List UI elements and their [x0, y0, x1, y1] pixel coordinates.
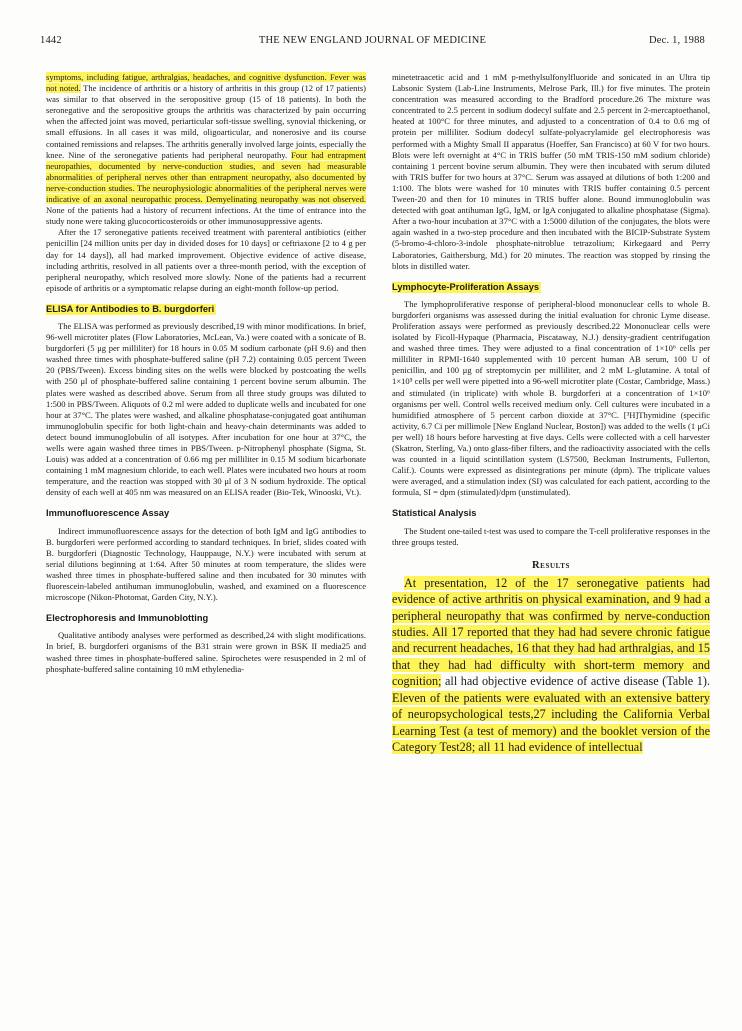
paragraph: [46, 72, 366, 227]
highlighted-text: Four had entrapment neuropathies, documented by nerve-conduction studies, and seven had measurable abnormalities of peripheral nerves other than entrapment neuropathy, also documented by nerve-conduction studies. The neurophysiologic abnormalities of the peripheral nerves were indicative of an axonal neuropathic process. Demyelinating neuropathy was not observed.: [46, 149, 366, 205]
section-heading-immunofluorescence: Immunofluorescence Assay: [46, 508, 170, 519]
issue-date: Dec. 1, 1988: [648, 35, 705, 46]
body-text: None of the patients had a history of recurrent infections. At the time of entrance into the study none were taking glucocorticosteroids or other immunosuppressive agents.: [46, 205, 366, 227]
paragraph: The Student one-tailed t-test was used to compare the T-cell proliferative responses in the three groups tested.: [392, 525, 710, 547]
paragraph: After the 17 seronegative patients received treatment with parenteral antibiotics (either penicillin [24 million units per day in divided doses for 10 days] or ceftriaxone [2 to 4 g per day for 14 days]), all had marked improvement. Objective evidence of active disease, including arthritis, resolved in all patients over a three-month period, with the exception of peripheral neuropathy, which resolved more slowly. None of the patients had a recurrent episode of arthritis or a symptomatic relapse during an eight-month follow-up period.: [46, 227, 366, 293]
page-number: 1442: [40, 35, 62, 46]
journal-title: THE NEW ENGLAND JOURNAL OF MEDICINE: [258, 35, 487, 46]
right-column: [392, 72, 710, 755]
paragraph: [392, 575, 710, 755]
highlighted-text: At presentation, 12 of the 17 seronegative patients had evidence of active arthritis on physical examination, and 9 had a peripheral neuropathy that was confirmed by nerve-conduction studies. All 17 reported that they had had severe chronic fatigue and recurrent headaches, 16 that they had had arthralgias, and 15 that they had had difficulty with short-term memory and cognition;: [392, 575, 710, 689]
paragraph: Qualitative antibody analyses were performed as described,24 with slight modifications. In brief, B. burgdorferi organisms of the B31 strain were grown in BSK II media25 and washed three times in phosphate-buffered saline. Spirochetes were resuspended in 2 ml of phosphate-buffered saline containing 10 mM ethylenedia-: [46, 630, 366, 674]
results-section: [392, 575, 710, 755]
body-text: all had objective evidence of active disease (Table 1).: [441, 674, 710, 689]
paragraph: The lymphoproliferative response of peripheral-blood mononuclear cells to whole B. burgdorferi organisms was assessed during the initial evaluation for chronic Lyme disease. Proliferation assays were performed as previously described.22 Mononuclear cells were isolated by Ficoll-Hypaque (Pharmacia, Piscataway, N.J.) density-gradient centrifugation and washed three times. They were adjusted to a final concentration of 1×10⁶ cells per milliliter in RPMI-1640 supplemented with 10 percent human AB serum, 100 U of penicillin, and 100 μg of streptomycin per milliliter, and 2 mM L-glutamine. A total of 1×10⁵ cells per well were pipetted into a 96-well microtiter plate (Costar, Cambridge, Mass.) and stimulated (in triplicate) with whole B. burgdorferi at a concentration of 1×10⁶ organisms per well. Control wells received medium only. Cell cultures were incubated in a humidified atmosphere of 5 percent carbon dioxide at 37°C. [³H]Thymidine (specific activity, 6.7 Ci per millimole [New England Nuclear, Boston]) was added to the wells (1 μCi per well) 18 hours before harvesting at five days. Cells were collected with a cell harvester (Skatron, Sterling, Va.) onto glass-fiber filters, and the radioactivity associated with the cells was counted in a liquid scintillation system (LS7500, Beckman Instruments, Fullerton, Calif.). Counts were expressed as disintegrations per minute (dpm). The triplicate values were averaged, and a stimulation index (SI) was calculated for each patient, according to the formula, SI = dpm (stimulated)/dpm (unstimulated).: [392, 298, 710, 498]
paragraph: The ELISA was performed as previously described,19 with minor modifications. In brief, 96-well microtiter plates (Flow Laboratories, McLean, Va.) were coated with a sonicate of B. burgdorferi (5 μg per milliliter) for 18 hours in 0.05 M sodium carbonate (pH 9.6) and then washed three times with phosphate-buffered saline (pH 7.2) containing 0.05 percent Tween 20 (PBS/Tween). Excess binding sites on the wells were blocked by postcoating the wells with 250 μl of phosphate-buffered saline containing 1 percent bovine serum albumin. The plates were washed as described above. Serum from all three study groups was diluted to 1:500 in PBS/Tween. Aliquots of 0.2 ml were added to duplicate wells and incubated for one hour at 37°C. The plates were washed, and alkaline phosphatase-conjugated goat antihuman immunoglobulin specific for both light-chain and heavy-chain determinants was added to detect bound immunoglobulin of all isotypes. After incubation for one hour at 37°C, the wells were again washed three times in PBS/Tween. p-Nitrophenyl phosphate (Sigma, St. Louis) was added at a concentration of 0.66 mg per milliliter in 0.15 M sodium bicarbonate containing 1 mM magnesium chloride, to each well. Plates were incubated two hours at room temperature, and the reaction was stopped with 30 μl of 3 N sodium hydroxide. The optical density of each well at 405 nm was measured on an ELISA reader (Bio-Tek, Winooski, Vt.).: [46, 320, 366, 498]
page-header: [40, 35, 705, 51]
section-heading-statistical: Statistical Analysis: [392, 508, 477, 519]
results-heading: Results: [532, 559, 570, 571]
highlighted-text: symptoms, including fatigue, arthralgias, headaches, and cognitive dysfunction. Fever was not noted.: [46, 72, 366, 94]
section-heading-lymphocyte: Lymphocyte-Proliferation Assays: [392, 281, 540, 292]
highlighted-text: Eleven of the patients were evaluated with an extensive battery of neuropsychological tests,27 including the California Verbal Learning Test (a test of memory) and the booklet version of the Category Test28; all 11 had evidence of intellectual: [392, 690, 710, 754]
body-text: The incidence of arthritis or a history of arthritis in this group (12 of 17 patients) was similar to that observed in the seropositive group (15 of 18 patients). In both the seronegative and the seropositive groups the arthritis was characterized by pain occurring when the affected joint was moved, periarticular soft-tissue swelling, synovial thickening, or small effusions. In all cases it was mild, oligoarticular, and nonerosive and its course contained remissions and relapses. The arthritis generally involved large joints, especially the knee. Nine of the seronegative patients had peripheral neuropathy.: [46, 83, 366, 160]
section-heading-elisa: ELISA for Antibodies to B. burgdorferi: [46, 303, 215, 314]
paragraph: Indirect immunofluorescence assays for the detection of both IgM and IgG antibodies to B. burgdorferi were performed according to standard techniques. In brief, slides coated with B. burgdorferi (Diagnostic Technology, Hauppauge, N.Y.) were incubated with serum at serial dilutions beginning at 1:64. After 50 minutes at room temperature, the slides were washed three times in phosphate-buffered saline and then incubated for 30 minutes with fluorescein-labeled antihuman immunoglobulin, washed, and examined on a fluorescence microscope (Nikon-Photomat, Garden City, N.Y.).: [46, 525, 366, 603]
paragraph: minetetraacetic acid and 1 mM p-methylsulfonylfluoride and sonicated in an Ultra tip Labsonic System (Lab-Line Instruments, Melrose Park, Ill.) for five minutes. The protein concentration was measured according to the Bradford procedure.26 The mixture was concentrated to 2.5 percent in sodium dodecyl sulfate and 2.5 percent in 2-mercaptoethanol, heated at 100°C for three minutes, and adjusted to a concentration of 0.4 to 0.6 mg of protein per milliliter. Sodium dodecyl sulfate-polyacrylamide gel electrophoresis was performed with a Mighty Small II apparatus (Hoeffer, San Francisco) at 60 V for two hours. Blots were left overnight at 4°C in TRIS buffer (50 mM TRIS-150 mM sodium chloride) containing 1 percent bovine serum albumin. They were then incubated with serum diluted with TRIS buffer for two hours at 37°C. Serum was assayed at dilutions of both 1:200 and 1:100. The blots were washed for 10 minutes with TRIS buffer containing 0.5 percent Tween-20 and then for 10 minutes in TRIS buffer alone. Bound immunoglobulin was detected with goat antihuman IgG, IgM, or IgA conjugated to alkaline phosphatase (Sigma). After a two-hour incubation at 37°C with a 1:5000 dilution of the conjugates, the blots were again washed in a two-step procedure and then incubated with the BICIP-Substrate System (5-bromo-4-chloro-3-indole phosphate-nitroblue tetrazolium; Kirkegaard and Perry Laboratories, Gaithersburg, Md.) for 20 minutes. The reaction was stopped by rinsing the blots in distilled water.: [392, 72, 710, 271]
section-heading-electrophoresis: Electrophoresis and Immunoblotting: [46, 613, 209, 624]
left-column: [46, 72, 366, 675]
